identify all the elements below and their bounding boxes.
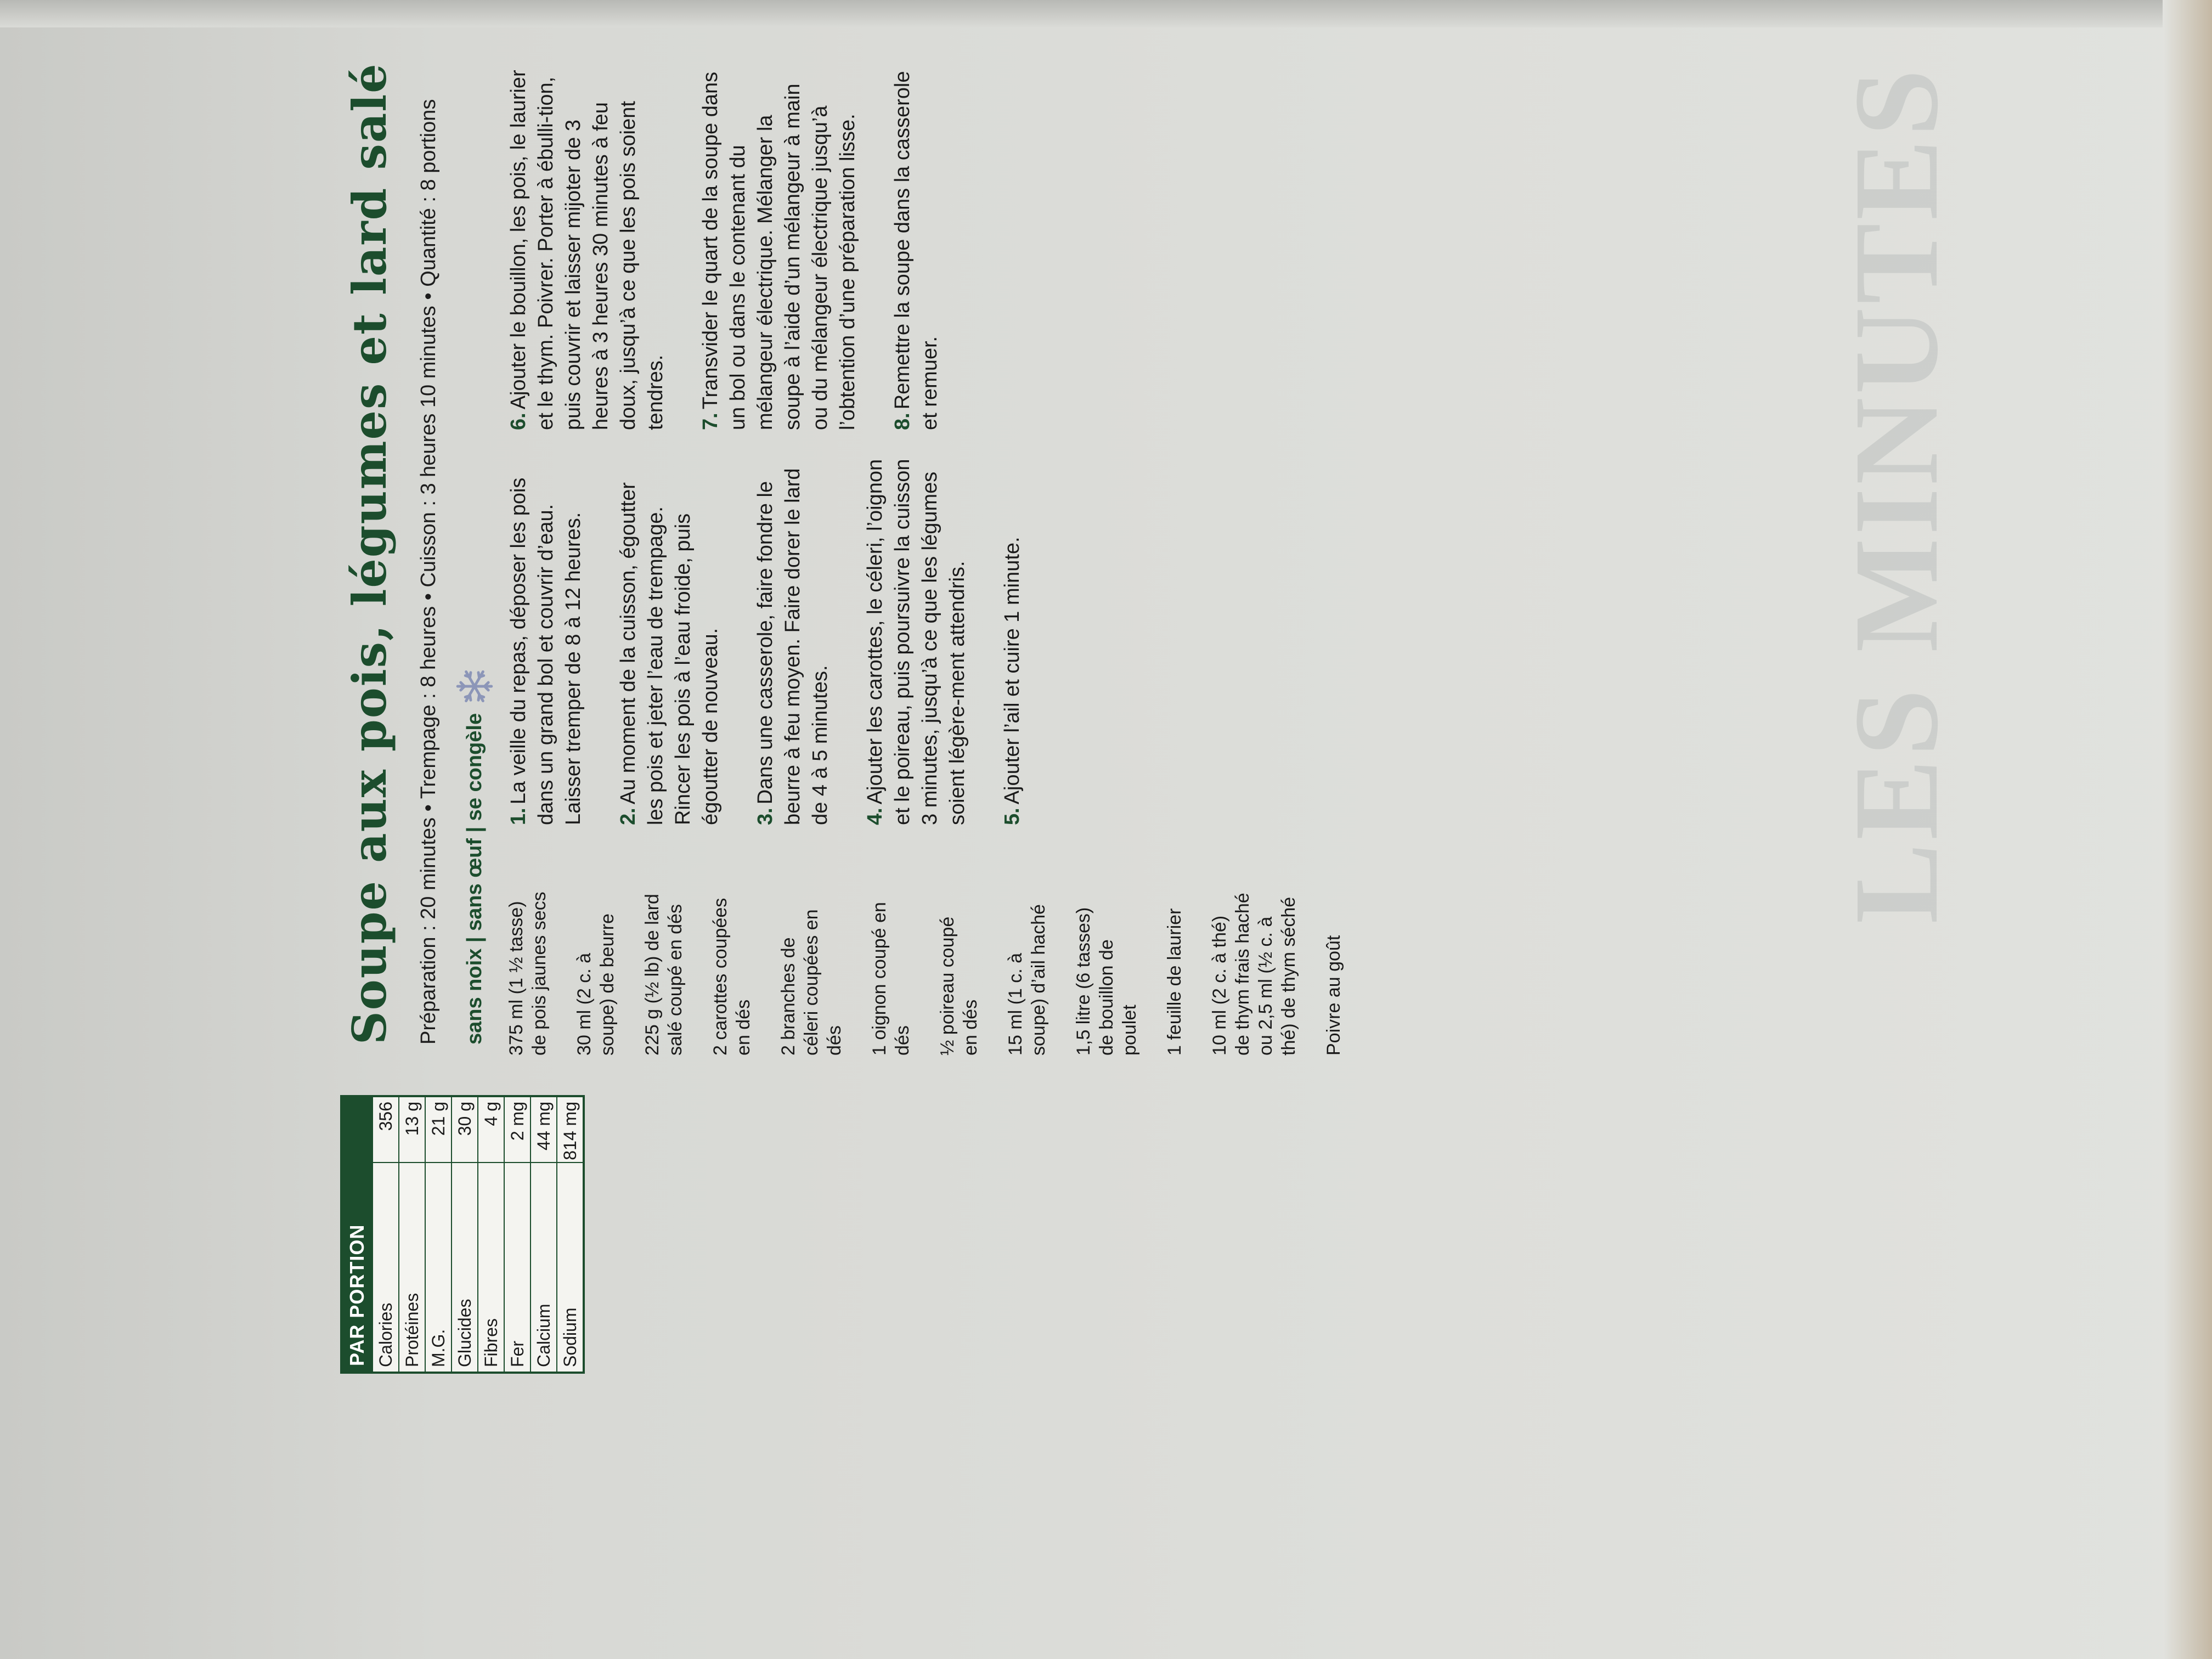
step-number: 4.: [864, 808, 887, 825]
nutrition-row: [477, 1097, 504, 1372]
step-item: [697, 57, 861, 430]
recipe-content: [340, 57, 1426, 1374]
nutrient-value: 814 mg: [557, 1097, 583, 1163]
nutrient-name: Protéines: [402, 1293, 422, 1367]
ingredient-item: 375 ml (1 ½ tasse) de pois jaunes secs: [506, 891, 550, 1056]
nutrient-name: Sodium: [560, 1307, 580, 1367]
steps-column-2: [505, 57, 971, 430]
step-text: Ajouter le bouillon, les pois, le laurier et le thym. Poivrer. Porter à ébulli-tion, puis couvrir et laisser mijoter de 3 heures à 3 heures 30 minutes à feu doux, jusqu’à ce que les pois soient tendres.: [507, 70, 667, 430]
step-item: [614, 452, 724, 825]
nutrient-value: 356: [373, 1097, 398, 1163]
nutrient-value: 21 g: [426, 1097, 451, 1163]
nutrition-rows: [372, 1097, 583, 1372]
nutrient-value: 13 g: [399, 1097, 425, 1163]
step-number: 5.: [1001, 808, 1024, 825]
step-text: Remettre la soupe dans la casserole et remuer.: [891, 71, 941, 430]
step-item: [998, 452, 1026, 825]
ingredient-item: 10 ml (2 c. à thé) de thym frais haché ou 2,5 ml (½ c. à thé) de thym séché: [1209, 893, 1299, 1056]
step-number: 6.: [507, 413, 530, 430]
nutrient-name: Fibres: [481, 1318, 501, 1367]
ingredient-item: 15 ml (1 c. à soupe) d’ail haché: [1005, 904, 1049, 1056]
ingredient-item: 30 ml (2 c. à soupe) de beurre: [574, 913, 618, 1056]
step-number: 3.: [754, 808, 777, 825]
page-top-edge: [0, 0, 2212, 27]
nutrition-row: [398, 1097, 425, 1372]
recipe-tags: [455, 667, 494, 1045]
nutrient-name: Fer: [507, 1341, 527, 1367]
step-item: [889, 57, 944, 430]
ingredient-item: Poivre au goût: [1323, 935, 1344, 1056]
nutrition-table: [340, 1095, 585, 1374]
step-number: 1.: [507, 808, 530, 825]
nutrition-heading: PAR PORTION: [342, 1097, 372, 1372]
recipe-title: Soupe aux pois, légumes et lard salé: [342, 63, 397, 1045]
ingredients-list: [505, 891, 1367, 1056]
nutrition-row: [504, 1097, 530, 1372]
step-number: 7.: [699, 413, 722, 430]
recipe-sheet: [0, 63, 1426, 1659]
step-text: Dans une casserole, faire fondre le beurre à feu moyen. Faire dorer le lard de 4 à 5 minutes.: [754, 468, 832, 825]
recipe-meta: Préparation : 20 minutes • Trempage : 8 heures • Cuisson : 3 heures 10 minutes • Quantité : 8 portions: [417, 99, 440, 1045]
step-text: Ajouter les carottes, le céleri, l’oignon et le poireau, puis poursuivre la cuisson 3 minutes, jusqu’à ce que les légumes soient légère-ment attendris.: [864, 459, 969, 825]
nutrient-name: Calories: [375, 1302, 396, 1367]
ingredient-item: 1 feuille de laurier: [1164, 908, 1185, 1056]
step-item: [861, 452, 971, 825]
step-text: La veille du repas, déposer les pois dans un grand bol et couvrir d’eau. Laisser tremper de 8 à 12 heures.: [507, 477, 585, 825]
diet-tags: sans noix | sans œuf | se congèle: [462, 713, 486, 1045]
step-item: [752, 452, 834, 825]
nutrient-value: 4 g: [478, 1097, 504, 1163]
page-right-edge: [2163, 0, 2212, 1659]
step-item: [505, 57, 669, 430]
step-number: 8.: [891, 413, 914, 430]
nutrition-row: [451, 1097, 477, 1372]
nutrition-row: [556, 1097, 583, 1372]
step-text: Ajouter l’ail et cuire 1 minute.: [1001, 537, 1024, 805]
nutrient-value: 30 g: [452, 1097, 477, 1163]
ingredient-item: 2 carottes coupées en dés: [710, 898, 754, 1056]
step-text: Au moment de la cuisson, égoutter les pois et jeter l’eau de trempage. Rincer les pois à l’eau froide, puis égoutter de nouveau.: [617, 482, 722, 825]
nutrition-row: [425, 1097, 451, 1372]
nutrition-row: [372, 1097, 398, 1372]
ingredient-item: ½ poireau coupé en dés: [937, 916, 981, 1056]
snowflake-icon: [455, 667, 494, 706]
nutrient-value: 44 mg: [531, 1097, 556, 1163]
step-number: 2.: [617, 808, 640, 825]
nutrient-name: Glucides: [454, 1299, 475, 1367]
nutrition-row: [530, 1097, 556, 1372]
bleed-through-text: LES MINUTES: [1829, 66, 1963, 924]
step-text: Transvider le quart de la soupe dans un bol ou dans le contenant du mélangeur électrique. Mélanger la soupe à l’aide d’un mélangeur à main ou du mélangeur électrique jusqu’à l’obtention d’une préparation lisse.: [699, 71, 859, 430]
ingredient-item: 2 branches de céleri coupées en dés: [778, 909, 845, 1056]
ingredient-item: 1,5 litre (6 tasses) de bouillon de poulet: [1073, 907, 1140, 1056]
steps-column-1: [505, 452, 1053, 825]
nutrient-name: M.G.: [428, 1329, 448, 1367]
nutrient-value: 2 mg: [505, 1097, 530, 1163]
ingredient-item: 1 oignon coupé en dés: [869, 902, 913, 1056]
ingredient-item: 225 g (½ lb) de lard salé coupé en dés: [642, 894, 686, 1056]
nutrient-name: Calcium: [533, 1304, 554, 1367]
step-item: [505, 452, 587, 825]
